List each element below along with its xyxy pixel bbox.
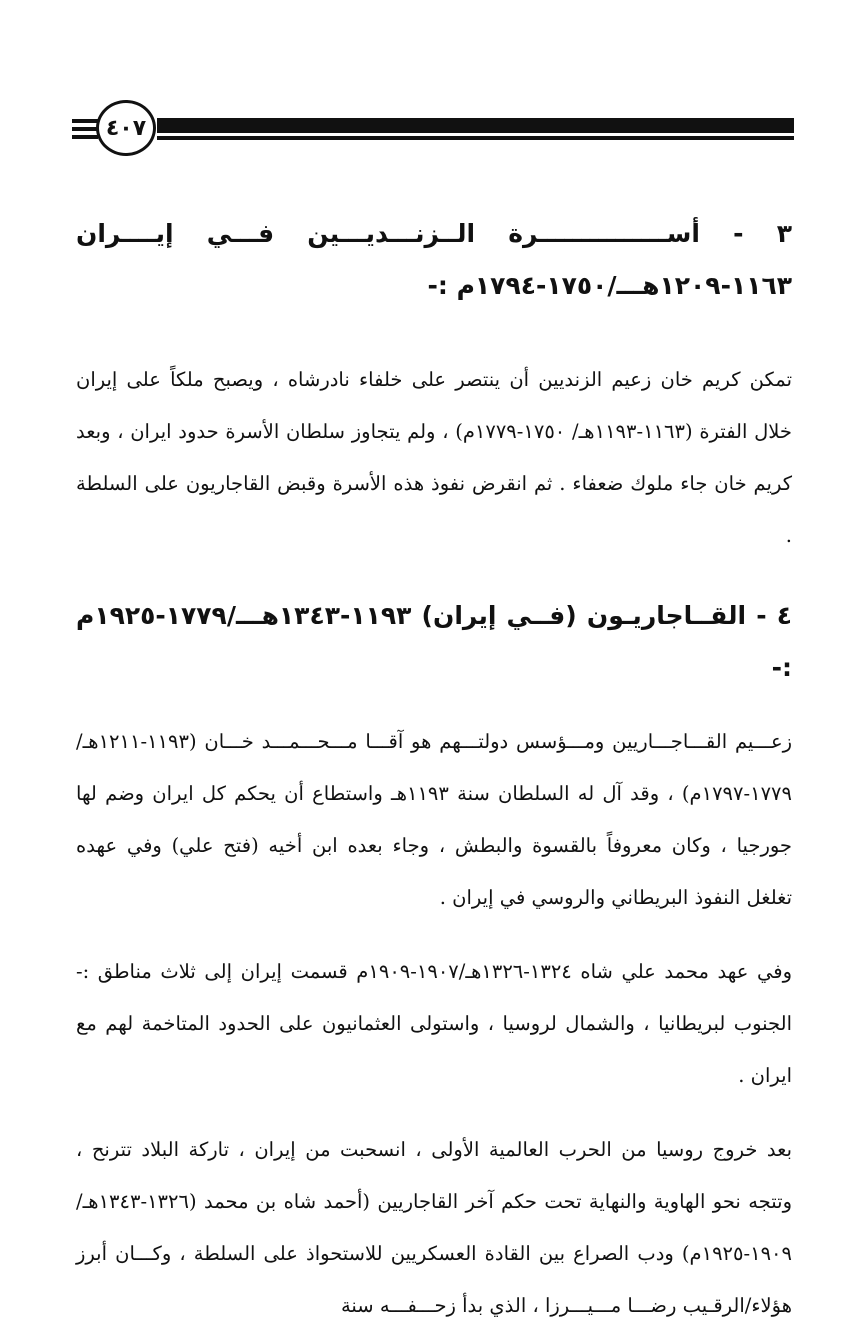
page-body: [76, 208, 792, 1332]
paragraph-zand: تمكن كريم خان زعيم الزنديين أن ينتصر على خلفاء نادرشاه ، ويصبح ملكاً على إيران خلال الفترة (١١٦٣-١١٩٣هـ/ ١٧٥٠-١٧٧٩م) ، ولم يتجاوز سلطان الأسرة حدود ايران ، وبعد كريم خان جاء ملوك ضعفاء . ثم انقرض نفوذ هذه الأسرة وقبض القاجاريون على السلطة .: [76, 368, 792, 547]
page-number: ٤٠٧: [105, 115, 147, 141]
header-rule-thin: [157, 136, 794, 140]
header-rule-short-3: [72, 135, 98, 139]
paragraph-qajar-decline: بعد خروج روسيا من الحرب العالمية الأولى ، انسحبت من إيران ، تاركة البلاد تترنح ، وتتجه نحو الهاوية والنهاية تحت حكم آخر القاجاريين (أحمد شاه بن محمد (١٣٢٦-١٣٤٣هـ/١٩٠٩-١٩٢٥م) ودب الصراع بين القادة العسكريين للاستحواذ على السلطة ، وكـــان أبرز هؤلاء/الرقـيب رضـــا مـــيـــرزا ، الذي بدأ زحـــفـــه سنة: [76, 1138, 792, 1317]
page-number-circle: [96, 100, 156, 156]
section-heading-qajar: ٤ - القــاجاريـون (فــي إيران) ١١٩٣-١٣٤٣هـــ/١٧٧٩-١٩٢٥م :-: [76, 601, 792, 682]
paragraph-qajar-founder: زعـــيم القـــاجـــاريين ومـــؤسس دولتـــهم هو آقـــا مـــحـــمـــد خـــان (١١٩٣-١٢١١هـ/١٧٧٩-١٧٩٧م) ، وقد آل له السلطان سنة ١١٩٣هـ واستطاع أن يحكم كل ايران وضم لها جورجيا ، وكان معروفاً بالقسوة والبطش ، وجاء بعده ابن أخيه (فتح علي) وفي عهده تغلغل النفوذ البريطاني والروسي في إيران .: [76, 730, 793, 909]
section-heading-zand: ٣ - أســـــــــــــــرة الــزنـــديـــين فـــي إيــــران ١١٦٣-١٢٠٩هـــ/١٧٥٠-١٧٩٤م :-: [76, 219, 792, 300]
header-rule-short-1: [72, 119, 98, 123]
page-header: [72, 98, 794, 168]
header-rule-short-2: [72, 127, 98, 131]
header-rule-thick: [157, 118, 794, 133]
paragraph-qajar-partition: وفي عهد محمد علي شاه ١٣٢٤-١٣٢٦هـ/١٩٠٧-١٩٠٩م قسمت إيران إلى ثلاث مناطق :- الجنوب لبريطانيا ، والشمال لروسيا ، واستولى العثمانيون على الحدود المتاخمة لهم مع ايران .: [76, 960, 792, 1087]
